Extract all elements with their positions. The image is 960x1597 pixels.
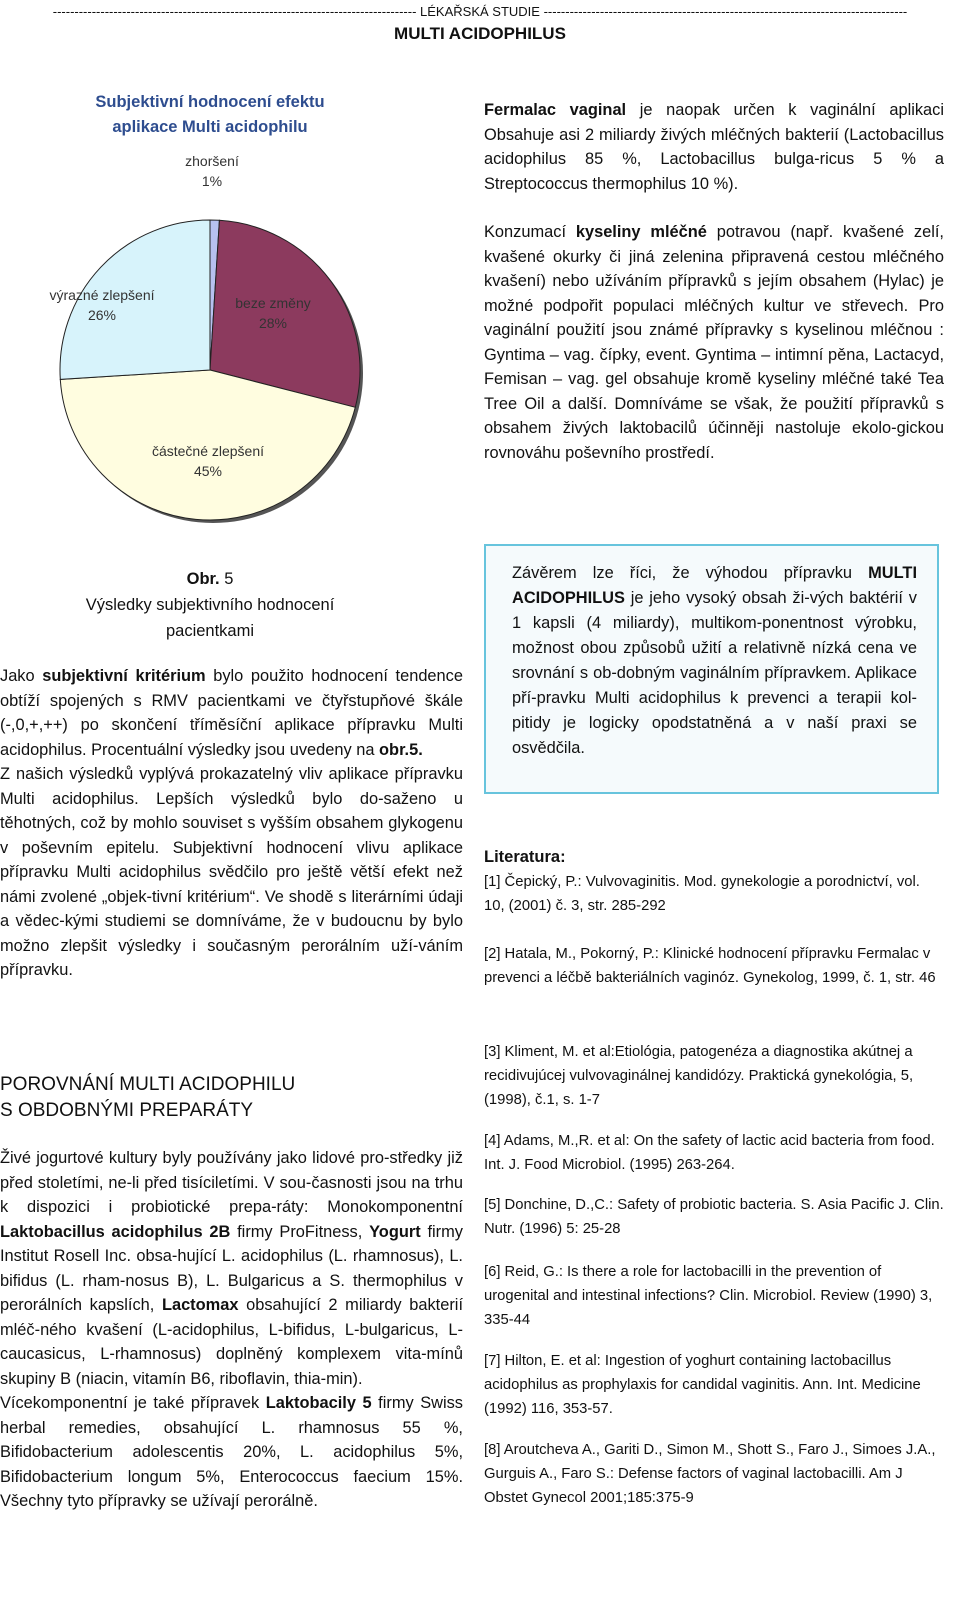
p1-bold1: subjektivní kritérium [42,667,206,685]
fermalac-bold: Fermalac vaginal [484,101,627,119]
chart-title-line1: Subjektivní hodnocení efektu [95,93,325,111]
caption-number: 5 [219,570,234,588]
reference-5: [5] Donchine, D.,C.: Safety of probiotic bacteria. S. Asia Pacific J. Clin. Nutr. (1996) 5: 25-28 [484,1197,944,1237]
reference-4: [4] Adams, M.,R. et al: On the safety of lactic acid bacteria from food. Int. J. Food Microbiol. (1995) 263-264. [484,1133,935,1173]
cmp2-text-b: firmy Swiss herbal remedies, obsahující L. rhamnosus 55 %, Bifidobacterium adolescentis 20%, L. acidophilus 5%, Bifidobacterium longum 5%, Enterococcus faecium 15%. Všechny tyto přípravky se užívají perorálně. [0,1394,464,1510]
lactic-text-b: potravou (např. kvašené zelí, kvašené okurky či jiná zelenina připravená cestou mléčného kvašení) nebo užíváním přípravků s jejím obsahem (Hylac) je možné podpořit populaci mléčných kultur ve střevech. Pro vaginální použití jsou známé přípravky s kyselinou mléčnou : Gyntima – vag. čípky, event. Gyntima – intimní pěna, Lactacyd, Femisan – vag. gel obsahuje kromě kyseliny mléčné také Tea Tree Oil a další. Domníváme se však, že použití přípravků s obsahem živých laktobacilů účinněji nastoluje ekolo-gickou rovnováhu poševního prostředí. [484,223,944,462]
running-header [0,4,960,19]
conclusion-bold: MULTI ACIDOPHILUS [512,564,917,607]
cmp-bold3: Lactomax [161,1296,239,1314]
figure-caption [0,566,420,644]
cmp-bold1: Laktobacillus acidophilus 2B [0,1222,231,1241]
slice-value-castecne-zlepseni: 45% [193,463,223,479]
section-heading-line2: S OBDOBNÝMI PREPARÁTY [0,1100,254,1121]
cmp-text-c: firmy Institut Rosell Inc. obsa-hující L. acidophilus (L. rhamnosus), L. bifidus (L. rham-nosus B), L. Bulgaricus a S. thermophilus v perorálních kapslích, [0,1222,463,1314]
reference-6: [6] Reid, G.: Is there a role for lactobacilli in the prevention of urogenital and intestinal infections? Clin. Microbiol. Review (1990) 3, 335-44 [484,1264,933,1328]
slice-value-beze-zmeny: 28% [258,315,288,331]
caption-line3: pacientkami [165,622,255,640]
cmp-text-d: obsahující 2 miliardy bakterií mléč-ného kvašení (L-acidophilus, L-bifidus, L-bulgaricus, L-caucasicus, L-rhamnosus) doplněný komplexem vita-mínů skupiny B (niacin, vitamín B6, riboflavin, thia-min). [0,1296,464,1388]
results-paragraph: Z našich výsledků vyplývá prokazatelný vliv aplikace přípravku Multi acidophilus. Lepších výsledků bylo do-saženo u těhotných, což by mohlo souviset s vyšším obsahem glykogenu v poševním epitelu. Subjektivní hodnocení vlivu aplikace přípravku Multi acidophilus svědčilo pro ještě větší efekt než námi zvolené „objek-tivní kritérium“. Ve shodě s literárními údaji a vědec-kými studiemi se domníváme, že v budoucnu by bylo možno zlepšit výsledky i současným perorálním uží-váním přípravku. [0,765,463,979]
conclusion-text-a: Závěrem lze říci, že výhodou přípravku [512,564,869,582]
cmp-text-a: Živé jogurtové kultury byly používány jako lidové pro-středky již před stoletími, ne-li před tisíciletími. V sou-časnosti jsou na trhu k dispozici i probiotické prepa-ráty: Monokomponentní [0,1149,463,1216]
reference-1: [1] Čepický, P.: Vulvovaginitis. Mod. gynekologie a porodnictví, vol. 10, (2001) č. 3, str. 285-292 [484,874,920,914]
conclusion-text-b: je jeho vysoký obsah ži-vých baktérií v 1 kapsli (4 miliardy), multikom-ponentnost výrobku, možnost obou způsobů užití a relativně nízká cena ve srovnání s ob-dobným vaginálním přípravkem. Aplikace pří-pravku Multi acidophilus k prevenci a terapii kol-pitidy je logicky opodstatněná a v naší praxi se osvědčila. [512,589,917,757]
slice-label-vyrazne-zlepseni: výrazné zlepšení [49,287,155,303]
left-column-body [0,664,463,983]
caption-line2: Výsledky subjektivního hodnocení [85,596,335,614]
comparison-paragraph2 [0,1391,463,1514]
chart-title [60,90,360,140]
header-dashes-left: ------------------------------------------------------------------------------------ [52,4,417,19]
subjective-criterion-paragraph [0,664,463,762]
slice-value-zhorseni: 1% [201,173,223,189]
p1-text-a: Jako [0,667,43,685]
cmp-bold2: Yogurt [369,1222,421,1241]
comparison-body [0,1146,463,1514]
cmp2-bold: Laktobacily 5 [265,1394,372,1412]
cmp2-text-a: Vícekomponentní je také přípravek [0,1394,266,1412]
right-column-top [484,98,944,465]
header-section: LÉKAŘSKÁ STUDIE [420,4,540,19]
conclusion-box [484,544,939,794]
slice-value-vyrazne-zlepseni: 26% [87,307,117,323]
caption-obr-label: Obr. [186,570,220,588]
lactic-text-a: Konzumací [484,223,576,241]
chart-title-line2: aplikace Multi acidophilu [112,118,308,136]
fermalac-text: je naopak určen k vaginální aplikaci Obsahuje asi 2 miliardy živých mléčných bakterií (Lactobacillus acidophilus 85 %, Lactobacillus bulga-ricus 5 % a Streptococcus thermophilus 10 %). [484,101,944,193]
reference-7: [7] Hilton, E. et al: Ingestion of yoghurt containing lactobacillus acidophilus as prophylaxis for candidal vaginitis. Ann. Int. Medicine (1992) 116, 353-57. [484,1353,921,1417]
slice-label-zhorseni: zhoršení [185,153,239,169]
pie-chart [40,153,380,520]
section-heading [0,1072,295,1124]
p1-bold2: obr.5. [379,740,423,759]
fermalac-paragraph [484,98,944,196]
header-dashes-right: ------------------------------------------------------------------------------------ [543,4,908,19]
slice-label-castecne-zlepseni: částečné zlepšení [151,443,265,459]
slice-label-beze-zmeny: beze změny [235,295,311,311]
reference-8: [8] Aroutcheva A., Gariti D., Simon M., Shott S., Faro J., Simoes J.A., Gurguis A., Faro S.: Defense factors of vaginal lactobacilli. Am J Obstet Gynecol 2001;185:375-9 [484,1442,936,1506]
lactic-bold: kyseliny mléčné [575,223,707,241]
literature-title: Literatura: [484,848,566,866]
page-title: MULTI ACIDOPHILUS [394,24,566,43]
section-heading-line1: POROVNÁNÍ MULTI ACIDOPHILU [0,1074,296,1095]
p1-text-b: bylo použito hodnocení tendence obtíží spojených s RMV pacientkami ve čtyřstupňové škále (-,0,+,++) po skončení tříměsíční aplikace přípravku Multi acidophilus. Procentuální výsledky jsou uvedeny na [0,667,463,759]
reference-2: [2] Hatala, M., Pokorný, P.: Klinické hodnocení přípravku Fermalac v prevenci a léčbě bakteriálních vaginóz. Gynekolog, 1999, č. 1, str. 46 [484,946,936,986]
comparison-paragraph1 [0,1146,463,1391]
caption-obr [0,566,420,592]
lactic-acid-paragraph [484,220,944,465]
reference-3: [3] Kliment, M. et al:Etiológia, patogenéza a diagnostika akútnej a recidivujúcej vulvovaginálnej kandidózy. Praktická gynekológia, 5, (1998), č.1, s. 1-7 [484,1044,914,1108]
cmp-text-b: firmy ProFitness, [230,1222,370,1241]
